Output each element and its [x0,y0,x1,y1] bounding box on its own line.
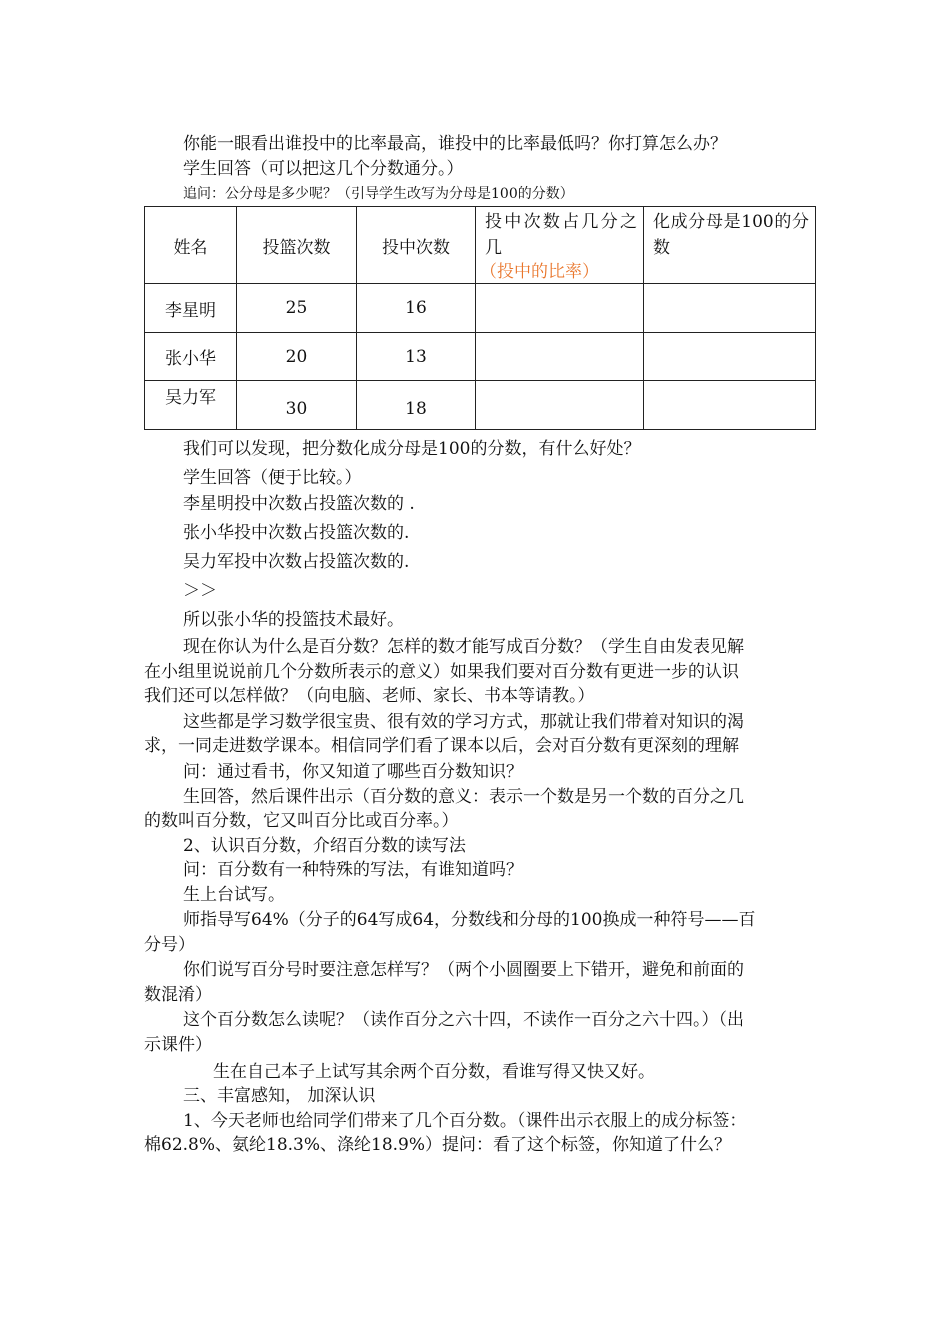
body-line: 现在你认为什么是百分数？怎样的数才能写成百分数？（学生自由发表见解 [183,637,744,657]
answer-line: 学生回答（可以把这几个分数通分。） [183,159,464,179]
body-line: 师指导写64%（分子的64写成64，分数线和分母的100换成一种符号——百 [183,910,756,930]
header-fraction [476,207,644,284]
body-line: 我们还可以怎样做？（向电脑、老师、家长、书本等请教。） [144,686,595,706]
body-line: 数混淆） [144,985,212,1005]
header-percent [644,207,816,284]
body-line: 张小华投中次数占投篮次数的. [183,523,410,543]
header-percent-label: 化成分母是100的分数 [653,212,809,258]
cell-percent [644,333,816,381]
cell-name: 张小华 [145,333,237,381]
question-line: 你能一眼看出谁投中的比率最高，谁投中的比率最低吗？你打算怎么办？ [183,134,727,154]
cell-fraction [476,381,644,430]
body-line: 问：百分数有一种特殊的写法，有谁知道吗？ [183,860,523,880]
body-line: 的数叫百分数，它又叫百分比或百分率。） [144,811,459,831]
body-line: 李星明投中次数占投篮次数的 . [183,494,415,514]
body-line: 棉62.8%、氨纶18.3%、涤纶18.9%）提问：看了这个标签，你知道了什么？ [144,1135,732,1155]
cell-shots: 20 [237,333,357,381]
cell-hits: 13 [357,333,476,381]
header-hits: 投中次数 [357,207,476,284]
body-line: 这些都是学习数学很宝贵、很有效的学习方式，那就让我们带着对知识的渴 [183,712,744,732]
cell-percent [644,284,816,333]
cell-percent [644,381,816,430]
body-line: 2、认识百分数，介绍百分数的读写法 [183,836,466,856]
table-row [145,333,816,381]
body-line: 示课件） [144,1035,212,1055]
body-line: 求，一同走进数学课本。相信同学们看了课本以后，会对百分数有更深刻的理解 [144,736,739,756]
header-name: 姓名 [145,207,237,284]
cell-fraction [476,284,644,333]
table-row [145,381,816,430]
body-line: ＞＞ [183,581,217,601]
cell-name: 李星明 [145,284,237,333]
body-line: 我们可以发现，把分数化成分母是100的分数，有什么好处？ [183,439,641,459]
body-line: 你们说写百分号时要注意怎样写？（两个小圆圈要上下错开，避免和前面的 [183,960,744,980]
body-line: 1、今天老师也给同学们带来了几个百分数。（课件出示衣服上的成分标签： [183,1111,747,1131]
table-header-row [145,207,816,284]
body-line: 这个百分数怎么读呢？（读作百分之六十四，不读作一百分之六十四。）（出 [183,1010,744,1030]
cell-fraction [476,333,644,381]
header-fraction-label: 投中次数占几分之几 [485,212,637,258]
cell-shots: 30 [237,381,357,430]
followup-line: 追问：公分母是多少呢？（引导学生改写为分母是100的分数） [183,186,574,202]
section-heading: 三、丰富感知， 加深认识 [183,1086,376,1106]
body-line: 分号） [144,935,195,955]
header-shots: 投篮次数 [237,207,357,284]
body-line: 生上台试写。 [183,885,285,905]
basketball-table [144,206,816,430]
table-row [145,284,816,333]
body-line: 所以张小华的投篮技术最好。 [183,610,404,630]
body-line: 学生回答（便于比较。） [183,468,362,488]
body-line: 生回答，然后课件出示（百分数的意义：表示一个数是另一个数的百分之几 [183,787,744,807]
cell-name: 吴力军 [145,381,237,430]
body-line: 生在自己本子上试写其余两个百分数，看谁写得又快又好。 [213,1062,655,1082]
header-fraction-note: （投中的比率） [480,262,599,282]
cell-hits: 18 [357,381,476,430]
body-line: 问：通过看书，你又知道了哪些百分数知识？ [183,762,523,782]
body-line: 吴力军投中次数占投篮次数的. [183,552,410,572]
cell-hits: 16 [357,284,476,333]
cell-shots: 25 [237,284,357,333]
body-line: 在小组里说说前几个分数所表示的意义）如果我们要对百分数有更进一步的认识 [144,662,739,682]
